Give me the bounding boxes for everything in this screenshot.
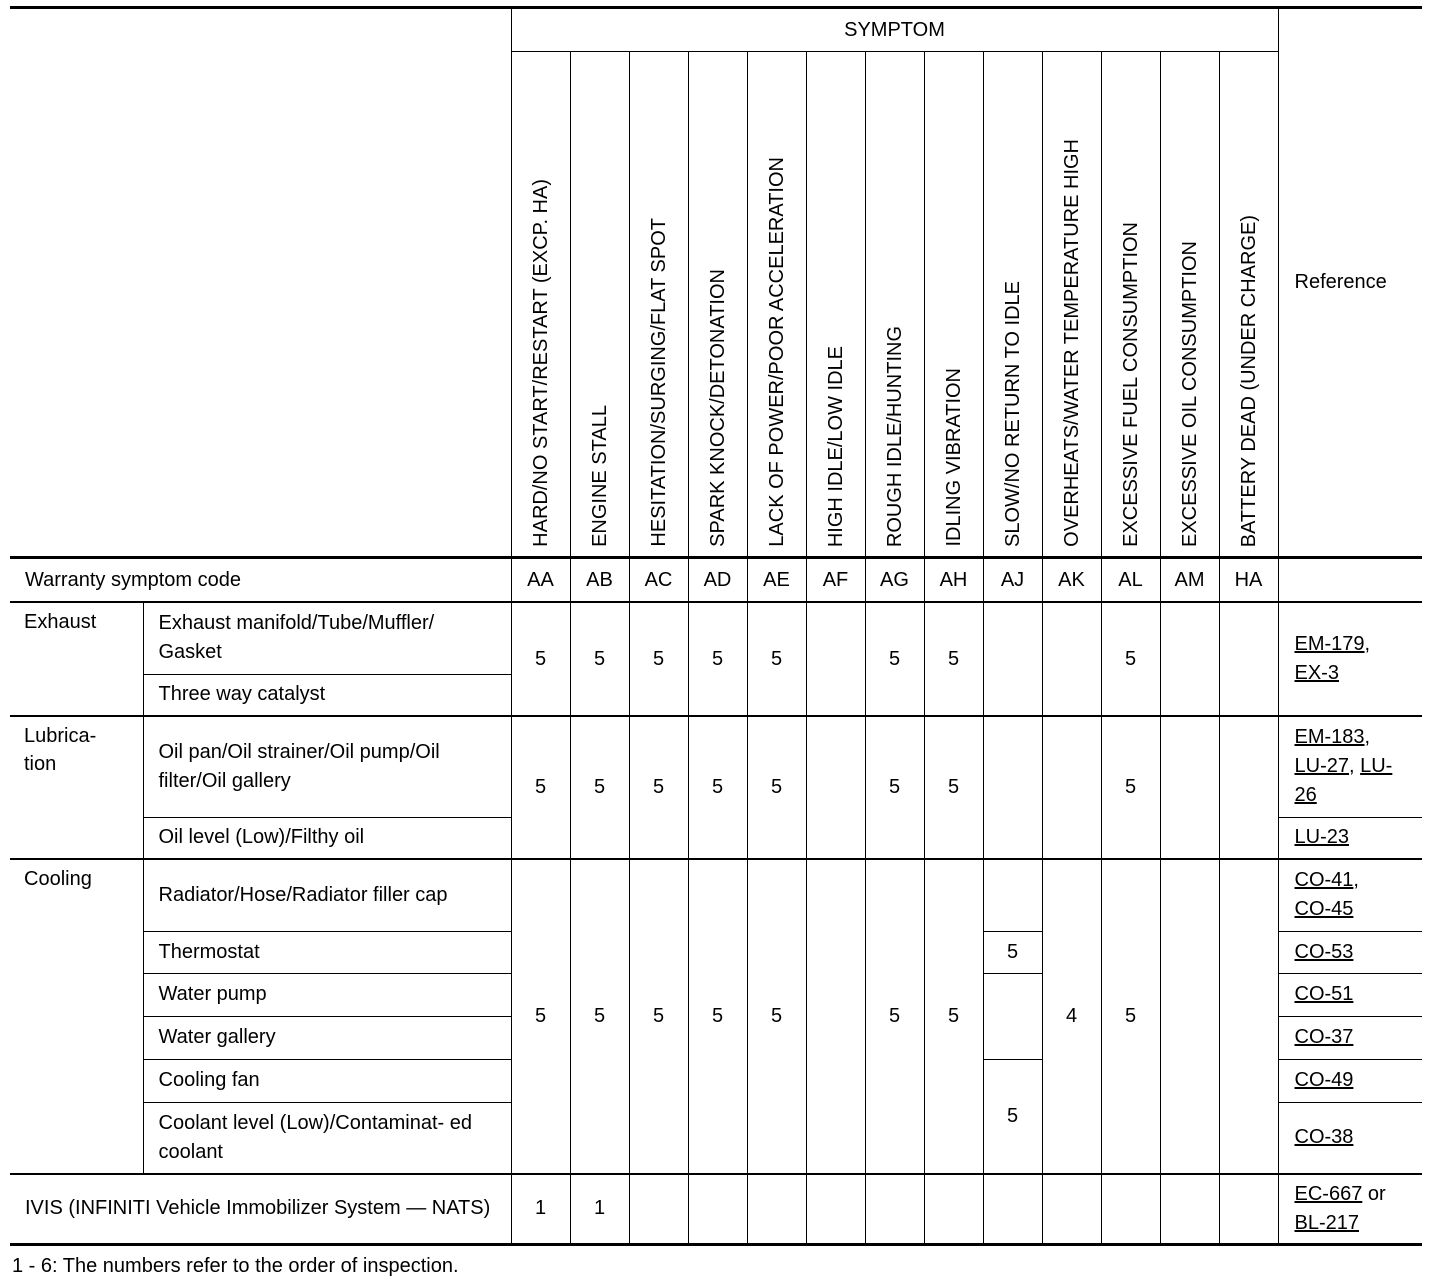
value-cell: 5: [688, 859, 747, 1174]
symptom-header: OVERHEATS/WATER TEMPERATURE HIGH: [1042, 52, 1101, 558]
reference-title: Reference: [1278, 8, 1422, 558]
reference-coolant-level: [1278, 1102, 1422, 1174]
value-cell: 5: [570, 602, 629, 716]
symptom-header: LACK OF POWER/POOR ACCELERATION: [747, 52, 806, 558]
item-thermostat: Thermostat: [143, 931, 511, 973]
value-cell: 5: [688, 716, 747, 859]
warranty-label: Warranty symptom code: [10, 558, 511, 603]
value-cell: 5: [924, 859, 983, 1174]
value-cell-aj-blank: [983, 859, 1042, 931]
symptom-header: SLOW/NO RETURN TO IDLE: [983, 52, 1042, 558]
warranty-code: AA: [511, 558, 570, 603]
value-cell: 5: [747, 716, 806, 859]
reference-link[interactable]: LU-27: [1294, 755, 1349, 778]
reference-link[interactable]: CO-37: [1294, 1026, 1354, 1048]
reference-or: or: [1367, 1182, 1386, 1205]
symptom-header: ROUGH IDLE/HUNTING: [865, 52, 924, 558]
reference-cooling-fan: [1278, 1059, 1422, 1102]
value-cell: 5: [747, 602, 806, 716]
value-cell: [1219, 716, 1278, 859]
warranty-code: AC: [629, 558, 688, 603]
value-cell: 5: [865, 716, 924, 859]
warranty-code: AE: [747, 558, 806, 603]
value-cell: [1042, 716, 1101, 859]
reference-link[interactable]: LU- 26: [1294, 755, 1393, 807]
value-cell: [983, 1174, 1042, 1244]
symptom-header: HIGH IDLE/LOW IDLE: [806, 52, 865, 558]
reference-link[interactable]: LU-23: [1294, 826, 1349, 849]
item-water-gallery: Water gallery: [143, 1016, 511, 1059]
symptom-header: ENGINE STALL: [570, 52, 629, 558]
value-cell-aj-fan: 5: [983, 1059, 1042, 1174]
value-cell: 5: [865, 859, 924, 1174]
reference-radiator: CO-41, CO-45: [1278, 859, 1422, 931]
value-cell: [688, 1174, 747, 1244]
value-cell: [1042, 1174, 1101, 1244]
value-cell: [806, 602, 865, 716]
footnote: 1 - 6: The numbers refer to the order of inspection.: [12, 1255, 459, 1277]
value-cell: [806, 716, 865, 859]
value-cell: [1101, 1174, 1160, 1244]
value-cell: [983, 602, 1042, 716]
symptom-header: EXCESSIVE FUEL CONSUMPTION: [1101, 52, 1160, 558]
value-cell: 5: [511, 716, 570, 859]
warranty-code: AB: [570, 558, 629, 603]
value-cell: 5: [865, 602, 924, 716]
value-cell: [1219, 1174, 1278, 1244]
item-ivis: IVIS (INFINITI Vehicle Immobilizer System — NATS): [10, 1174, 511, 1244]
item-exhaust-manifold: Exhaust manifold/Tube/Muffler/ Gasket: [143, 602, 511, 674]
value-cell: [629, 1174, 688, 1244]
reference-link[interactable]: BL-217: [1294, 1211, 1359, 1234]
reference-exhaust: EM-179, EX-3: [1278, 602, 1422, 716]
value-cell: 5: [924, 602, 983, 716]
warranty-code: HA: [1219, 558, 1278, 603]
value-cell: 5: [570, 716, 629, 859]
value-cell-aj-thermostat: 5: [983, 931, 1042, 973]
value-cell: [1160, 602, 1219, 716]
symptom-header: HESITATION/SURGING/FLAT SPOT: [629, 52, 688, 558]
value-cell: 5: [629, 859, 688, 1174]
value-cell: [806, 859, 865, 1174]
reference-water-gallery: [1278, 1016, 1422, 1059]
value-cell-aj-blank: [983, 973, 1042, 1059]
value-cell: [1042, 602, 1101, 716]
reference-link[interactable]: CO-41: [1294, 869, 1354, 892]
symptom-header: HARD/NO START/RESTART (EXCP. HA): [511, 52, 570, 558]
category-lubrication: Lubrica- tion: [10, 716, 143, 859]
symptom-header: SPARK KNOCK/DETONATION: [688, 52, 747, 558]
value-cell: [806, 1174, 865, 1244]
value-cell: [1160, 1174, 1219, 1244]
reference-link[interactable]: CO-53: [1294, 940, 1354, 963]
value-cell: 5: [924, 716, 983, 859]
reference-link[interactable]: EC-667: [1294, 1182, 1363, 1205]
value-cell: 5: [629, 602, 688, 716]
reference-link[interactable]: EM-183: [1294, 726, 1365, 749]
reference-link[interactable]: EX-3: [1294, 662, 1339, 684]
value-cell: 5: [570, 859, 629, 1174]
warranty-code: AF: [806, 558, 865, 603]
value-cell: [865, 1174, 924, 1244]
value-cell: 5: [747, 859, 806, 1174]
value-cell: 1: [511, 1174, 570, 1244]
value-cell: 1: [570, 1174, 629, 1244]
symptom-header: BATTERY DEAD (UNDER CHARGE): [1219, 52, 1278, 558]
category-exhaust: Exhaust: [10, 602, 143, 716]
item-cooling-fan: Cooling fan: [143, 1059, 511, 1102]
header-blank: [10, 8, 511, 558]
reference-oil-level: [1278, 817, 1422, 859]
value-cell: [1160, 859, 1219, 1174]
item-water-pump: Water pump: [143, 973, 511, 1016]
symptom-header: IDLING VIBRATION: [924, 52, 983, 558]
reference-oil-pan: EM-183, LU-27, LU- 26: [1278, 716, 1422, 817]
symptom-header: EXCESSIVE OIL CONSUMPTION: [1160, 52, 1219, 558]
warranty-code: AG: [865, 558, 924, 603]
category-cooling: Cooling: [10, 859, 143, 1174]
value-cell: 5: [1101, 716, 1160, 859]
reference-link[interactable]: CO-45: [1294, 898, 1354, 921]
reference-ivis: [1278, 1174, 1422, 1244]
item-three-way-catalyst: Three way catalyst: [143, 674, 511, 716]
value-cell: 5: [688, 602, 747, 716]
item-oil-pan: Oil pan/Oil strainer/Oil pump/Oil filter/Oil gallery: [143, 716, 511, 817]
reference-water-pump: [1278, 973, 1422, 1016]
warranty-code: AL: [1101, 558, 1160, 603]
value-cell: [924, 1174, 983, 1244]
symptom-table: [10, 6, 1422, 1246]
reference-link[interactable]: CO-51: [1294, 983, 1354, 1005]
value-cell: [747, 1174, 806, 1244]
item-coolant-level: Coolant level (Low)/Contaminat- ed coolant: [143, 1102, 511, 1174]
value-cell: 5: [629, 716, 688, 859]
value-cell: [1160, 716, 1219, 859]
warranty-code: AD: [688, 558, 747, 603]
warranty-ref-empty: [1278, 558, 1422, 603]
reference-thermostat: [1278, 931, 1422, 973]
value-cell: 5: [1101, 602, 1160, 716]
warranty-code: AK: [1042, 558, 1101, 603]
reference-link[interactable]: EM-179: [1294, 633, 1365, 655]
value-cell: 4: [1042, 859, 1101, 1174]
reference-link[interactable]: CO-49: [1294, 1069, 1354, 1091]
reference-link[interactable]: CO-38: [1294, 1126, 1354, 1149]
value-cell: [1219, 602, 1278, 716]
warranty-code: AJ: [983, 558, 1042, 603]
value-cell: [983, 716, 1042, 859]
warranty-code: AM: [1160, 558, 1219, 603]
warranty-code: AH: [924, 558, 983, 603]
value-cell: 5: [511, 859, 570, 1174]
item-radiator: Radiator/Hose/Radiator filler cap: [143, 859, 511, 931]
item-oil-level: Oil level (Low)/Filthy oil: [143, 817, 511, 859]
value-cell: [1219, 859, 1278, 1174]
value-cell: 5: [1101, 859, 1160, 1174]
value-cell: 5: [511, 602, 570, 716]
symptom-title: SYMPTOM: [511, 8, 1278, 52]
